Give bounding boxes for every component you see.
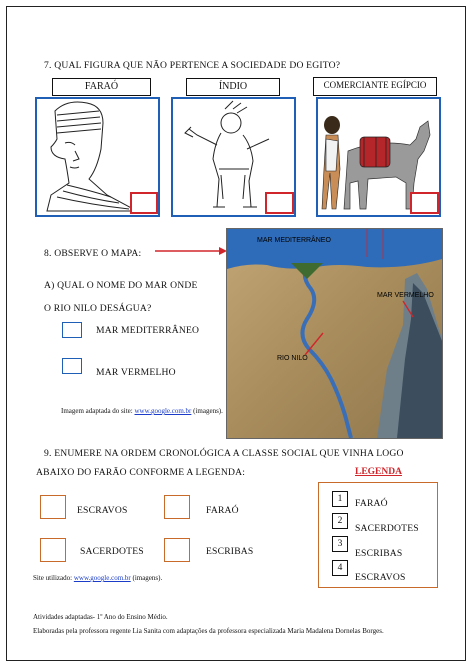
- question-9-line1: 9. ENUMERE NA ORDEM CRONOLÓGICA A CLASSE SOCIAL QUE VINHA LOGO: [44, 448, 404, 459]
- indian-image-frame: [171, 97, 296, 217]
- legend-label-3: ESCRIBAS: [355, 548, 403, 559]
- option-escribas-label: ESCRIBAS: [206, 546, 254, 557]
- legend-label-2: SACERDOTES: [355, 523, 419, 534]
- label-farao: FARAÓ: [52, 78, 151, 96]
- legend-label-1: FARAÓ: [355, 498, 388, 509]
- legend-label-4: ESCRAVOS: [355, 572, 406, 583]
- label-comerciante: COMERCIANTE EGÍPCIO: [313, 77, 437, 96]
- egypt-map: [226, 228, 443, 439]
- question-8a-line1: A) QUAL O NOME DO MAR ONDE: [44, 280, 198, 291]
- option-vermelho-label: MAR VERMELHO: [96, 367, 176, 378]
- question-7-text: 7. QUAL FIGURA QUE NÃO PERTENCE A SOCIEDADE DO EGITO?: [44, 60, 341, 71]
- question-9-line2: ABAIXO DO FARÃO CONFORME A LEGENDA:: [36, 467, 246, 478]
- site-credit: [33, 574, 162, 582]
- map-credit-link[interactable]: www.google.com.br: [134, 407, 192, 415]
- map-credit-suffix: (imagens).: [191, 407, 223, 415]
- legend-number-4: 4: [332, 560, 348, 576]
- answer-box-farao[interactable]: [130, 192, 158, 214]
- footer-line-1: Atividades adaptadas- 1º Ano do Ensino Médio.: [33, 613, 168, 621]
- map-label-nilo: RIO NILO: [277, 355, 308, 362]
- legend-number-3: 3: [332, 536, 348, 552]
- legend-number-1: 1: [332, 491, 348, 507]
- footer-line-2: Elaboradas pela professora regente Lia Sanita com adaptações da professora especializada Maria Madalena Dornelas Borges.: [33, 627, 384, 635]
- question-8a-line2: O RIO NILO DESÁGUA?: [44, 303, 152, 314]
- site-credit-suffix: (imagens).: [130, 574, 163, 582]
- order-box-farao[interactable]: [164, 495, 190, 519]
- map-label-vermelho: MAR VERMELHO: [377, 292, 434, 299]
- option-sacerdotes-label: SACERDOTES: [80, 546, 144, 557]
- option-escravos-label: ESCRAVOS: [77, 505, 128, 516]
- label-indio: ÍNDIO: [186, 78, 280, 96]
- map-label-mediterraneo: MAR MEDITERRÂNEO: [257, 237, 331, 244]
- site-credit-link[interactable]: www.google.com.br: [73, 574, 131, 582]
- site-credit-prefix: Site utilizado:: [33, 574, 74, 582]
- egypt-map-image: [227, 229, 442, 438]
- legend-title: LEGENDA: [355, 467, 402, 477]
- option-farao-label: FARAÓ: [206, 505, 239, 516]
- pharaoh-image-frame: [35, 97, 160, 217]
- answer-box-indio[interactable]: [265, 192, 294, 214]
- order-box-sacerdotes[interactable]: [40, 538, 66, 562]
- map-credit: [61, 407, 223, 415]
- arrow-to-map-icon: [155, 245, 230, 257]
- legend-number-2: 2: [332, 513, 348, 529]
- option-mediterraneo-checkbox[interactable]: [62, 322, 82, 338]
- order-box-escribas[interactable]: [164, 538, 190, 562]
- option-mediterraneo-label: MAR MEDITERRÂNEO: [96, 325, 200, 336]
- answer-box-comerciante[interactable]: [410, 192, 439, 214]
- map-credit-prefix: Imagem adaptada do site:: [61, 407, 135, 415]
- option-vermelho-checkbox[interactable]: [62, 358, 82, 374]
- merchant-image-frame: [316, 97, 441, 217]
- question-8-text: 8. OBSERVE O MAPA:: [44, 248, 142, 259]
- order-box-escravos[interactable]: [40, 495, 66, 519]
